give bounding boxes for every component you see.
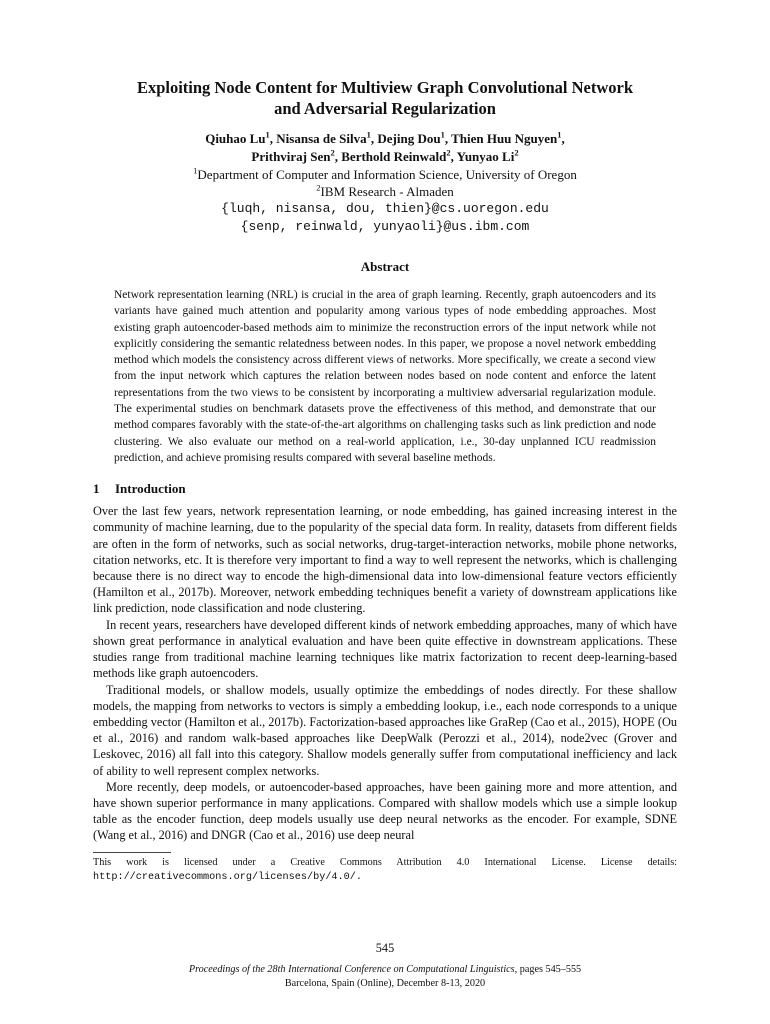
- title-line-1: Exploiting Node Content for Multiview Graph Convolutional Network: [136, 78, 634, 97]
- section-heading: [93, 480, 677, 498]
- author-name: Dejing Dou: [377, 131, 441, 146]
- venue-line: Barcelona, Spain (Online), December 8-13, 2020: [284, 978, 486, 989]
- paper-page: [93, 77, 677, 885]
- abstract-text: Network representation learning (NRL) is crucial in the area of graph learning. Recently, graph autoencoders and its variants have gained much attention and popularity among various types of node embedding approaches. Most existing graph autoencoder-based methods aim to minimize the reconstruction errors of the input network while not explicitly considering the semantic relatedness between nodes. In this paper, we propose a novel network embedding method which models the consistency across different views of networks. More specifically, we create a second view from the input network which captures the relation between nodes based on node content and enforce the latent representations from the two views to be consistent by incorporating a multiview adversarial regularization module. The experimental studies on benchmark datasets prove the effectiveness of this method, and demonstrate that our method compares favorably with the state-of-the-art algorithms on challenging tasks such as link prediction and node clustering. We also evaluate our method on a real-world application, i.e., 30-day unplanned ICU readmission prediction, and achieve promising results compared with several baseline methods.: [114, 289, 656, 464]
- proceedings-footer: [0, 963, 770, 991]
- proceedings-pages: , pages 545–555: [514, 964, 582, 975]
- proceedings-title: Proceedings of the 28th International Conference on Computational Linguistics: [188, 964, 515, 975]
- body-paragraph: More recently, deep models, or autoencoder-based approaches, have been gaining more and more attention, and have shown superior performance in many applications. Compared with shallow models which use a simple lookup table as the encoder function, deep models usually use deep neural networks as the encoder. For example, SDNE (Wang et al., 2016) and DNGR (Cao et al., 2016) use deep neural: [93, 779, 677, 843]
- abstract-heading: Abstract: [360, 259, 410, 274]
- author-name: Nisansa de Silva: [276, 131, 367, 146]
- section-title: Introduction: [115, 481, 186, 497]
- license-link[interactable]: http://creativecommons.org/licenses/by/4.0/.: [93, 871, 362, 883]
- introduction-body: [93, 503, 677, 843]
- section-number: 1: [93, 481, 100, 497]
- title-line-2: and Adversarial Regularization: [274, 99, 496, 118]
- email-line-1: {luqh, nisansa, dou, thien}@cs.uoregon.edu: [221, 201, 549, 216]
- email-line-2: {senp, reinwald, yunyaoli}@us.ibm.com: [240, 219, 530, 234]
- author-name: Yunyao Li: [456, 149, 515, 164]
- author-name: Thien Huu Nguyen: [451, 131, 558, 146]
- author-name: Qiuhao Lu: [205, 131, 266, 146]
- affiliation-1: $^1$Department of Computer and Information Science, University of Oregon: [193, 165, 577, 182]
- paper-title: [93, 77, 677, 119]
- page-number: 545: [375, 941, 395, 955]
- author-list: Qiuhao Lu$^1$, Nisansa de Silva$^1$, Dejing Dou$^1$, Thien Huu Nguyen$^1$, Prithviraj Sen$^2$, Berthold Reinwald$^2$, Yunyao Li$^2$: [205, 129, 565, 164]
- author-name: Berthold Reinwald: [341, 149, 447, 164]
- body-paragraph: In recent years, researchers have developed different kinds of network embedding approaches, many of which have shown great performance in analytical evaluation and have been quite effective in downstream applications. These studies range from traditional machine learning techniques like matrix factorization to recent deep-learning-based methods like graph autoencoders.: [93, 617, 677, 681]
- affiliation-2: $^2$IBM Research - Almaden: [316, 182, 454, 199]
- body-paragraph: Traditional models, or shallow models, usually optimize the embeddings of nodes directly. For these shallow models, the mapping from networks to vectors is simply a embedding lookup, i.e., each node corresponds to a unique embedding vector (Hamilton et al., 2017b). Factorization-based approaches like GraRep (Cao et al., 2015), HOPE (Ou et al., 2016) and random walk-based approaches like DeepWalk (Perozzi et al., 2014), node2vec (Grover and Leskovec, 2016) all fall into this category. Shallow models generally suffer from computational inefficiency and lack of ability to well represent complex networks.: [93, 682, 677, 778]
- author-name: Prithviraj Sen: [251, 149, 331, 164]
- footnote-divider: [93, 852, 171, 853]
- body-paragraph: Over the last few years, network representation learning, or node embedding, has gained increasing interest in the community of machine learning, due to the popularity of the special data form. In reality, datasets from different fields are often in the form of networks, such as social networks, drug-target-interaction networks, mobile phone networks, citation networks, etc. It is therefore very important to find a way to well represent the networks, which is challenging because there is no direct way to encode the high-dimensional data into low-dimensional feature vectors efficiently (Hamilton et al., 2017b). Moreover, network embedding techniques benefit a variety of downstream applications like link prediction, node classification and node clustering.: [93, 504, 677, 616]
- license-footnote: This work is licensed under a Creative Commons Attribution 4.0 International License. License details: http://creativecommons.org/licenses/by/4.0/.: [93, 856, 677, 883]
